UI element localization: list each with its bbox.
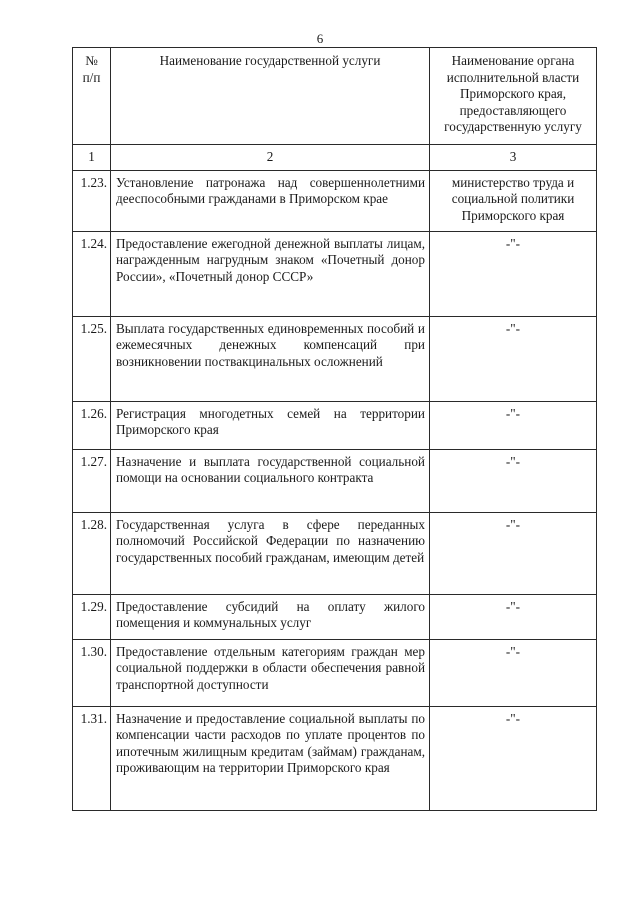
service-name: Предоставление субсидий на оплату жилого помещения и коммунальных услуг	[111, 594, 430, 639]
authority-name: -"-	[430, 594, 597, 639]
header-authority-name: Наименование органа исполнительной власти Приморского края, предоставляющего государственную услугу	[430, 48, 597, 145]
table-row	[73, 594, 597, 639]
table-row	[73, 231, 597, 316]
row-number: 1.29.	[73, 594, 111, 639]
header-service-name: Наименование государственной услуги	[111, 48, 430, 145]
row-number: 1.30.	[73, 639, 111, 706]
row-number: 1.27.	[73, 449, 111, 512]
authority-name: -"-	[430, 316, 597, 401]
row-number: 1.31.	[73, 706, 111, 810]
authority-name: -"-	[430, 401, 597, 449]
row-number: 1.26.	[73, 401, 111, 449]
table-row	[73, 170, 597, 231]
service-name: Государственная услуга в сфере переданных полномочий Российской Федерации по назначению государственных пособий гражданам, имеющим детей	[111, 512, 430, 594]
service-name: Предоставление ежегодной денежной выплаты лицам, награжденным нагрудным знаком «Почетный донор России», «Почетный донор СССР»	[111, 231, 430, 316]
row-number: 1.23.	[73, 170, 111, 231]
services-table	[72, 47, 597, 811]
column-index-row	[73, 145, 597, 171]
service-name: Установление патронажа над совершеннолетними дееспособными гражданами в Приморском крае	[111, 170, 430, 231]
column-index: 1	[73, 145, 111, 171]
service-name: Выплата государственных единовременных пособий и ежемесячных денежных компенсаций при возникновении поствакцинальных осложнений	[111, 316, 430, 401]
table-row	[73, 449, 597, 512]
authority-name: министерство труда и социальной политики Приморского края	[430, 170, 597, 231]
table-row	[73, 401, 597, 449]
authority-name: -"-	[430, 449, 597, 512]
service-name: Назначение и предоставление социальной выплаты по компенсации части расходов по уплате процентов по ипотечным жилищным кредитам (займам) гражданам, проживающим на территории Приморского края	[111, 706, 430, 810]
column-index: 2	[111, 145, 430, 171]
service-name: Предоставление отдельным категориям граждан мер социальной поддержки в области обеспечения равной транспортной доступности	[111, 639, 430, 706]
service-name: Регистрация многодетных семей на территории Приморского края	[111, 401, 430, 449]
table-header	[73, 48, 597, 145]
authority-name: -"-	[430, 231, 597, 316]
service-name: Назначение и выплата государственной социальной помощи на основании социального контракта	[111, 449, 430, 512]
table-row	[73, 706, 597, 810]
row-number: 1.24.	[73, 231, 111, 316]
authority-name: -"-	[430, 639, 597, 706]
column-index: 3	[430, 145, 597, 171]
table-row	[73, 316, 597, 401]
row-number: 1.28.	[73, 512, 111, 594]
table-row	[73, 639, 597, 706]
page-number: 6	[316, 31, 324, 46]
table-row	[73, 512, 597, 594]
row-number: 1.25.	[73, 316, 111, 401]
authority-name: -"-	[430, 512, 597, 594]
header-number: № п/п	[73, 48, 111, 145]
authority-name: -"-	[430, 706, 597, 810]
